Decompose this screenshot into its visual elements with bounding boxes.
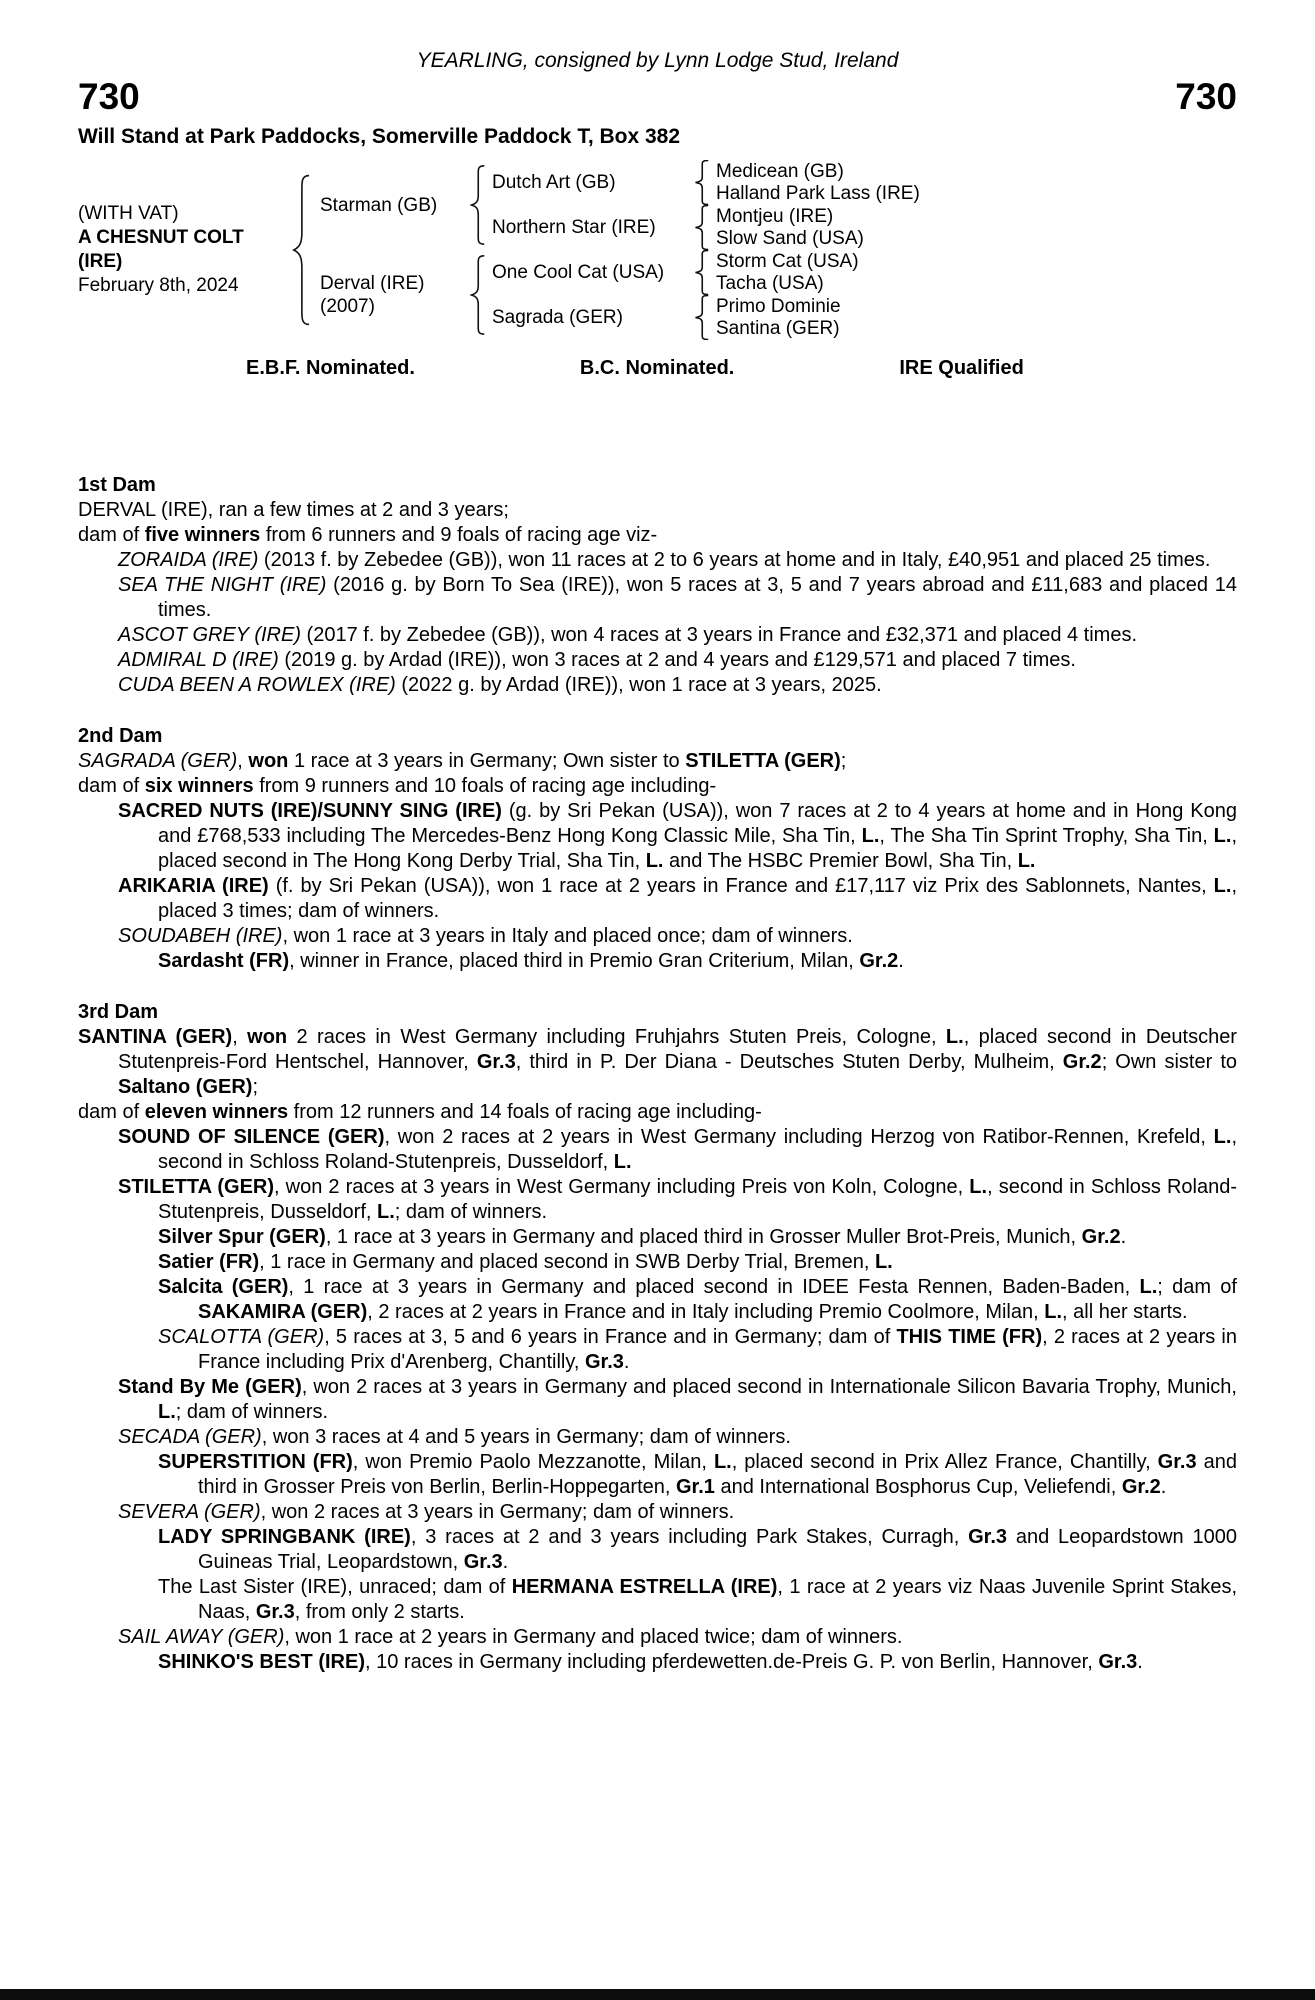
gen3-pair	[716, 161, 920, 204]
text-run: ;	[252, 1076, 259, 1098]
text-run: and International Bosphorus Cup, Veliefendi,	[714, 1476, 1122, 1498]
text-run: , from only 2 starts.	[294, 1601, 465, 1623]
sire-branch	[320, 160, 920, 250]
text-run: , won 2 races at 2 years in West Germany including Herzog von Ratibor-Rennen, Krefeld,	[384, 1126, 1214, 1148]
text-run: , third in P. Der Diana - Deutsches Stuten Derby, Mulheim,	[515, 1051, 1063, 1073]
text-run: L.	[874, 1251, 893, 1273]
ancestor-name: Montjeu (IRE)	[716, 206, 834, 227]
text-run: THIS TIME (FR)	[896, 1326, 1043, 1348]
pedigree-entry	[78, 1525, 1237, 1575]
pedigree-entry	[78, 1325, 1237, 1375]
text-run: ; dam of winners.	[175, 1401, 329, 1423]
text-run: ;	[840, 750, 847, 772]
text-run: Gr.1	[676, 1476, 715, 1498]
nominations-row	[78, 356, 1237, 381]
ancestor-name: Tacha (USA)	[716, 272, 824, 294]
pedigree-entry	[78, 498, 1237, 523]
text-run: , The Sha Tin Sprint Trophy, Sha Tin,	[879, 825, 1214, 847]
text-run: , won 2 races at 3 years in West Germany including Preis von Koln, Cologne,	[274, 1176, 970, 1198]
stand-location-line: Will Stand at Park Paddocks, Somerville Paddock T, Box 382	[78, 125, 681, 148]
lot-number-right: 730	[1175, 76, 1237, 117]
text-run: Silver Spur (GER)	[158, 1226, 326, 1248]
text-run: and third in Grosser Preis von Berlin, Berlin-Hoppegarten,	[198, 1451, 1237, 1498]
ancestor-name: Slow Sand (USA)	[716, 227, 864, 249]
text-run: ADMIRAL D (IRE)	[118, 649, 279, 671]
sire-name: Starman (GB)	[320, 194, 438, 216]
text-run: , winner in France, placed third in Premio Gran Criterium, Milan,	[289, 950, 860, 972]
pedigree-entry	[78, 573, 1237, 623]
text-run: Gr.2	[859, 950, 899, 972]
text-run: ARIKARIA (IRE)	[118, 875, 269, 897]
ancestor-name: Halland Park Lass (IRE)	[716, 182, 920, 204]
text-run: L.	[1139, 1276, 1158, 1298]
text-run: L.	[613, 1151, 632, 1173]
dam-sire-name: One Cool Cat (USA)	[492, 261, 665, 283]
text-run: from 6 runners and 9 foals of racing age viz-	[260, 524, 658, 546]
text-run: L.	[1017, 850, 1036, 872]
gen3-pair	[716, 251, 859, 294]
text-run: (2017 f. by Zebedee (GB)), won 4 races at 3 years in France and £32,371 and placed 4 times.	[301, 624, 1138, 646]
text-run: SHINKO'S BEST (IRE)	[158, 1651, 365, 1673]
text-run: Gr.3	[255, 1601, 295, 1623]
text-run: L.	[377, 1201, 395, 1223]
text-run: from 9 runners and 10 foals of racing age including-	[253, 775, 717, 797]
pedigree-entry	[78, 1425, 1237, 1450]
dam-name: Derval (IRE)	[320, 273, 425, 294]
gen3-pair	[716, 296, 841, 339]
text-run: won	[247, 1026, 288, 1048]
text-run: SAIL AWAY (GER)	[118, 1626, 285, 1648]
pedigree-entry	[78, 924, 1237, 949]
text-run: dam of	[78, 1101, 145, 1123]
text-run: .	[1120, 1226, 1127, 1248]
text-run: Gr.3	[1098, 1651, 1138, 1673]
text-run: L.	[1213, 1126, 1232, 1148]
text-run: ; dam of	[1157, 1276, 1237, 1298]
text-run: , 1 race in Germany and placed second in SWB Derby Trial, Bremen,	[259, 1251, 875, 1273]
text-run: won	[248, 750, 289, 772]
sire-sire-name: Dutch Art (GB)	[492, 171, 616, 193]
text-run: (2022 g. by Ardad (IRE)), won 1 race at 3 years, 2025.	[395, 674, 882, 696]
text-run: Gr.3	[968, 1526, 1008, 1548]
vat-note: (WITH VAT)	[78, 203, 179, 224]
pedigree-entry	[78, 774, 1237, 799]
pedigree-node	[492, 250, 859, 295]
pedigree-entry	[78, 1500, 1237, 1525]
page-bottom-edge	[0, 1989, 1315, 2000]
text-run: , won 1 race at 2 years in Germany and placed twice; dam of winners.	[284, 1626, 903, 1648]
dam-dam-name: Sagrada (GER)	[492, 306, 623, 328]
dam-name-block	[320, 272, 468, 318]
text-run: Gr.2	[1081, 1226, 1121, 1248]
text-run: and Leopardstown 1000 Guineas Trial, Leopardstown,	[198, 1526, 1237, 1573]
text-run: eleven winners	[144, 1101, 289, 1123]
text-run: , placed second in The Hong Kong Derby Trial, Sha Tin,	[158, 825, 1237, 872]
ire-qualified-label: IRE Qualified	[899, 357, 1024, 379]
text-run: L.	[945, 1026, 964, 1048]
pedigree-entry	[78, 1275, 1237, 1325]
text-run: .	[1160, 1476, 1167, 1498]
pedigree-entry	[78, 1225, 1237, 1250]
text-run: Satier (FR)	[158, 1251, 260, 1273]
brace-icon	[694, 160, 709, 205]
dam-sections	[78, 473, 1237, 1675]
pedigree-entry	[78, 799, 1237, 874]
text-run: L.	[645, 850, 664, 872]
text-run: , second in Schloss Roland-Stutenpreis, Dusseldorf,	[158, 1176, 1237, 1223]
pedigree-entry	[78, 1125, 1237, 1175]
ancestor-name: Primo Dominie	[716, 296, 841, 317]
pedigree-entry	[78, 673, 1237, 698]
brace-icon	[292, 174, 310, 326]
text-run: SANTINA (GER)	[78, 1026, 233, 1048]
text-run: DERVAL (IRE), ran a few times at 2 and 3 years;	[78, 499, 509, 521]
pedigree-entry	[78, 548, 1237, 573]
text-run: Gr.3	[463, 1551, 503, 1573]
text-run: L.	[969, 1176, 988, 1198]
text-run: Gr.2	[1121, 1476, 1161, 1498]
dam-year: (2007)	[320, 296, 375, 317]
text-run: ,	[232, 1026, 248, 1048]
text-run: , all her starts.	[1062, 1301, 1188, 1323]
text-run: ; dam of winners.	[394, 1201, 548, 1223]
dam-branch	[320, 250, 920, 340]
ebf-nominated-label: E.B.F. Nominated.	[246, 357, 415, 379]
pedigree-entry	[78, 1375, 1237, 1425]
text-run: , placed second in Prix Allez France, Chantilly,	[731, 1451, 1158, 1473]
text-run: (f. by Sri Pekan (USA)), won 1 race at 2 years in France and £17,117 viz Prix des Sablonnets, Nantes,	[268, 875, 1214, 897]
section-heading: 3rd Dam	[78, 1001, 159, 1023]
text-run: SEVERA (GER)	[118, 1501, 261, 1523]
pedigree-entry	[78, 874, 1237, 924]
text-run: , placed 3 times; dam of winners.	[158, 875, 1237, 922]
text-run: SCALOTTA (GER)	[158, 1326, 325, 1348]
text-run: SEA THE NIGHT (IRE)	[118, 574, 327, 596]
text-run: .	[898, 950, 904, 972]
text-run: , placed second in Deutscher Stutenpreis-Ford Hentschel, Hannover,	[118, 1026, 1237, 1073]
text-run: L.	[1213, 825, 1232, 847]
pedigree-entry	[78, 648, 1237, 673]
pedigree-entry	[78, 1025, 1237, 1100]
pedigree-entry	[78, 1575, 1237, 1625]
text-run: and The HSBC Premier Bowl, Sha Tin,	[663, 850, 1018, 872]
text-run: , won 2 races at 3 years in Germany; dam of winners.	[260, 1501, 735, 1523]
brace-icon	[470, 255, 485, 335]
text-run: L.	[158, 1401, 176, 1423]
text-run: six winners	[144, 775, 254, 797]
ancestor-name: Santina (GER)	[716, 317, 840, 339]
pedigree-entry	[78, 1250, 1237, 1275]
section-heading: 1st Dam	[78, 474, 156, 496]
text-run: .	[623, 1351, 630, 1373]
text-run: , 1 race at 2 years viz Naas Juvenile Sprint Stakes, Naas,	[198, 1576, 1237, 1623]
lot-number-left: 730	[78, 76, 140, 117]
foal-date: February 8th, 2024	[78, 275, 239, 296]
text-run: 1 race at 3 years in Germany; Own sister to	[288, 750, 686, 772]
text-run: Gr.3	[584, 1351, 624, 1373]
text-run: , won 3 races at 4 and 5 years in Germany; dam of winners.	[261, 1426, 791, 1448]
pedigree-entry	[78, 1175, 1237, 1225]
brace-icon	[694, 250, 709, 295]
text-run: Salcita (GER)	[158, 1276, 289, 1298]
text-run: Gr.2	[1062, 1051, 1102, 1073]
text-run: , 5 races at 3, 5 and 6 years in France and in Germany; dam of	[324, 1326, 897, 1348]
ancestor-name: Medicean (GB)	[716, 161, 844, 182]
text-run: Gr.3	[1157, 1451, 1197, 1473]
text-run: (g. by Sri Pekan (USA)), won 7 races at 2 to 4 years at home and in Hong Kong and £768,533 including The Mercedes-Benz Hong Kong Classic Mile, Sha Tin,	[158, 800, 1238, 847]
pedigree-entry	[78, 523, 1237, 548]
text-run: , 1 race at 3 years in Germany and placed third in Grosser Muller Brot-Preis, Munich,	[325, 1226, 1082, 1248]
text-run: Stand By Me (GER)	[118, 1376, 302, 1398]
lot-number-row	[78, 76, 1237, 120]
text-run: Saltano (GER)	[118, 1076, 253, 1098]
text-run: ; Own sister to	[1101, 1051, 1238, 1073]
text-run: STILETTA (GER)	[685, 750, 841, 772]
text-run: SECADA (GER)	[118, 1426, 262, 1448]
text-run: (2013 f. by Zebedee (GB)), won 11 races at 2 to 6 years at home and in Italy, £40,951 and placed 25 times.	[258, 549, 1211, 571]
text-run: 2 races in West Germany including Fruhjahrs Stuten Preis, Cologne,	[287, 1026, 946, 1048]
gen3-pair	[716, 206, 864, 249]
sire-parents	[492, 160, 920, 250]
text-run: , won 1 race at 3 years in Italy and placed once; dam of winners.	[282, 925, 853, 947]
pedigree-entry	[78, 749, 1237, 774]
section-heading: 2nd Dam	[78, 725, 163, 747]
text-run: dam of	[78, 524, 145, 546]
generation-1	[320, 160, 920, 340]
text-run: five winners	[144, 524, 261, 546]
subject-name: A CHESNUT COLT (IRE)	[78, 227, 244, 272]
bc-nominated-label: B.C. Nominated.	[579, 357, 735, 379]
pedigree-entry	[78, 1100, 1237, 1125]
text-run: L.	[1044, 1301, 1063, 1323]
pedigree-chart	[78, 160, 1237, 340]
brace-icon	[694, 295, 709, 340]
text-run: , second in Schloss Roland-Stutenpreis, Dusseldorf,	[158, 1126, 1237, 1173]
text-run: , 2 races at 2 years in France and in Italy including Premio Coolmore, Milan,	[367, 1301, 1045, 1323]
pedigree-entry	[78, 1625, 1237, 1650]
pedigree-node	[492, 205, 920, 250]
brace-icon	[470, 165, 485, 245]
text-run: , 1 race at 3 years in Germany and placed second in IDEE Festa Rennen, Baden-Baden,	[288, 1276, 1140, 1298]
pedigree-entry	[78, 623, 1237, 648]
text-run: SUPERSTITION (FR)	[158, 1451, 353, 1473]
text-run: SAKAMIRA (GER)	[198, 1301, 368, 1323]
dam-parents	[492, 250, 859, 340]
text-run: , won 2 races at 3 years in Germany and placed second in Internationale Silicon Bavaria Trophy, Munich,	[301, 1376, 1237, 1398]
text-run: ,	[237, 750, 249, 772]
text-run: HERMANA ESTRELLA (IRE)	[511, 1576, 778, 1598]
text-run: , 2 races at 2 years in France including Prix d'Arenberg, Chantilly,	[198, 1326, 1237, 1373]
pedigree-node	[492, 160, 920, 205]
text-run: L.	[713, 1451, 732, 1473]
text-run: SOUND OF SILENCE (GER)	[118, 1126, 385, 1148]
text-run: The Last Sister (IRE), unraced; dam of	[158, 1576, 512, 1598]
ancestor-name: Storm Cat (USA)	[716, 251, 859, 272]
text-run: , 3 races at 2 and 3 years including Park Stakes, Curragh,	[410, 1526, 969, 1548]
sire-dam-name: Northern Star (IRE)	[492, 216, 656, 238]
text-run: , 10 races in Germany including pferdewetten.de-Preis G. P. von Berlin, Hannover,	[365, 1651, 1099, 1673]
text-run: dam of	[78, 775, 145, 797]
text-run: SACRED NUTS (IRE)/SUNNY SING (IRE)	[118, 800, 502, 822]
text-run: (2019 g. by Ardad (IRE)), won 3 races at 2 and 4 years and £129,571 and placed 7 times.	[278, 649, 1076, 671]
text-run: STILETTA (GER)	[118, 1176, 275, 1198]
text-run: L.	[1213, 875, 1232, 897]
text-run: Sardasht (FR)	[158, 950, 290, 972]
text-run: .	[1137, 1651, 1143, 1673]
text-run: LADY SPRINGBANK (IRE)	[158, 1526, 411, 1548]
brace-icon	[694, 205, 709, 250]
consignor-line: YEARLING, consigned by Lynn Lodge Stud, Ireland	[416, 49, 899, 72]
pedigree-entry	[78, 1450, 1237, 1500]
pedigree-node	[492, 295, 859, 340]
text-run: from 12 runners and 14 foals of racing age including-	[288, 1101, 762, 1123]
text-run: L.	[861, 825, 880, 847]
text-run: (2016 g. by Born To Sea (IRE)), won 5 races at 3, 5 and 7 years abroad and £11,683 and placed 14 times.	[158, 574, 1238, 621]
pedigree-entry	[78, 949, 1237, 974]
text-run: ZORAIDA (IRE)	[118, 549, 259, 571]
text-run: , won Premio Paolo Mezzanotte, Milan,	[352, 1451, 714, 1473]
subject-info	[78, 202, 290, 298]
text-run: ASCOT GREY (IRE)	[118, 624, 301, 646]
text-run: SOUDABEH (IRE)	[118, 925, 283, 947]
text-run: Gr.3	[476, 1051, 516, 1073]
text-run: SAGRADA (GER)	[78, 750, 238, 772]
text-run: CUDA BEEN A ROWLEX (IRE)	[118, 674, 396, 696]
text-run: .	[502, 1551, 509, 1573]
pedigree-entry	[78, 1650, 1237, 1675]
